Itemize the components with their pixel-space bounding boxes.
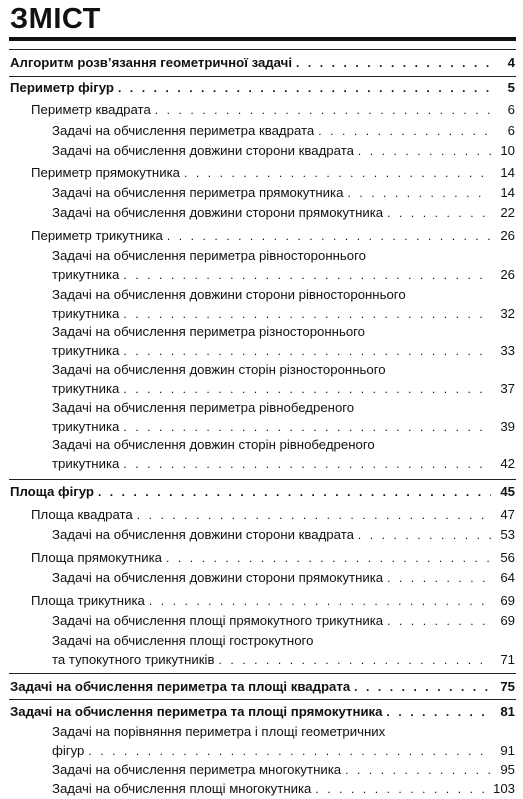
- toc-entry: [52, 525, 515, 544]
- dot-leader: [387, 569, 491, 588]
- toc-entry: [52, 246, 515, 284]
- toc-page-number: 37: [500, 381, 515, 396]
- toc-entry-title: Задачі на обчислення довжини сторони квадрата: [52, 527, 354, 542]
- toc-entry-title: Задачі на обчислення периметра многокутника: [52, 762, 342, 777]
- dot-leader: [149, 592, 491, 611]
- toc-entry-title: Алгоритм розв’язання геометричної задачі: [10, 55, 292, 70]
- page-title: ЗМІСТ: [10, 3, 101, 35]
- toc-entry-title: Периметр фігур: [10, 80, 114, 95]
- toc-entry: [52, 779, 515, 798]
- toc-page-number: 14: [500, 165, 515, 180]
- toc-entry-title-line1: Задачі на обчислення периметра рівнобедреного: [52, 400, 355, 415]
- toc-entry: [52, 568, 515, 587]
- toc-entry: [52, 722, 515, 760]
- toc-entry: [10, 78, 515, 97]
- toc-page-number: 22: [500, 205, 515, 220]
- toc-entry-title: трикутника: [52, 419, 120, 434]
- toc-entry: [10, 677, 515, 696]
- section-divider: [9, 699, 516, 700]
- toc-entry: [52, 121, 515, 140]
- toc-entry-title: Задачі на обчислення довжини сторони прямокутника: [52, 570, 384, 585]
- toc-entry-title-line1: Задачі на порівняння периметра і площі геометричних: [52, 724, 386, 739]
- toc-entry: [31, 505, 515, 524]
- toc-page-number: 53: [500, 527, 515, 542]
- toc-entry: [52, 760, 515, 779]
- toc-page-number: 6: [507, 102, 515, 117]
- toc-entry-title-line1: Задачі на обчислення площі гострокутного: [52, 633, 314, 648]
- toc-entry: [52, 398, 515, 436]
- toc-entry-title: Задачі на обчислення площі многокутника: [52, 781, 312, 796]
- toc-entry-title-line1: Задачі на обчислення периметра різностороннього: [52, 324, 366, 339]
- dot-leader: [387, 204, 491, 223]
- toc-page-number: 26: [500, 267, 515, 282]
- dot-leader: [166, 549, 491, 568]
- dot-leader: [123, 342, 491, 361]
- toc-entry-title-line1: Задачі на обчислення довжини сторони рівностороннього: [52, 287, 406, 302]
- toc-page-number: 69: [500, 613, 515, 628]
- toc-entry: [31, 163, 515, 182]
- toc-entry: [52, 141, 515, 160]
- toc-page-number: 91: [500, 743, 515, 758]
- dot-leader: [184, 164, 491, 183]
- dot-leader: [98, 483, 491, 502]
- dot-leader: [358, 142, 491, 161]
- toc-page-number: 45: [500, 484, 515, 499]
- dot-leader: [118, 79, 491, 98]
- toc-page-number: 103: [492, 781, 515, 796]
- toc-entry-title: Задачі на обчислення периметра прямокутника: [52, 185, 344, 200]
- toc-page-number: 10: [500, 143, 515, 158]
- toc-entry-title: Задачі на обчислення периметра та площі прямокутника: [10, 704, 383, 719]
- toc-entry-title: Задачі на обчислення периметра квадрата: [52, 123, 315, 138]
- toc-entry: [10, 702, 515, 721]
- toc-page-number: 5: [507, 80, 515, 95]
- dot-leader: [218, 651, 491, 670]
- toc-entry: [52, 285, 515, 323]
- dot-leader: [167, 227, 491, 246]
- toc-page-number: 33: [500, 343, 515, 358]
- dot-leader: [345, 761, 491, 780]
- toc-entry-title-line1: Задачі на обчислення довжин сторін рівнобедреного: [52, 437, 375, 452]
- toc-page-number: 14: [500, 185, 515, 200]
- toc-page-number: 6: [507, 123, 515, 138]
- toc-page-number: 4: [507, 55, 515, 70]
- toc-entry: [52, 360, 515, 398]
- section-divider: [9, 49, 516, 50]
- toc-page-number: 56: [500, 550, 515, 565]
- toc-entry-title: Периметр квадрата: [31, 102, 151, 117]
- toc-page-number: 69: [500, 593, 515, 608]
- dot-leader: [347, 184, 491, 203]
- toc-entry-title: Периметр трикутника: [31, 228, 163, 243]
- toc-entry: [52, 435, 515, 473]
- toc-page-number: 39: [500, 419, 515, 434]
- toc-entry: [52, 183, 515, 202]
- title-underline: [9, 37, 516, 41]
- dot-leader: [318, 122, 491, 141]
- toc-entry: [52, 322, 515, 360]
- dot-leader: [123, 266, 491, 285]
- toc-page-number: 71: [500, 652, 515, 667]
- toc-entry-title: трикутника: [52, 306, 120, 321]
- toc-page-number: 42: [500, 456, 515, 471]
- dot-leader: [88, 742, 491, 761]
- toc-entry-title-line1: Задачі на обчислення довжин сторін різностороннього: [52, 362, 386, 377]
- toc-entry: [31, 226, 515, 245]
- toc-entry-title: та тупокутного трикутників: [52, 652, 215, 667]
- toc-entry: [31, 100, 515, 119]
- dot-leader: [137, 506, 491, 525]
- toc-entry-title: трикутника: [52, 456, 120, 471]
- toc-entry-title: Периметр прямокутника: [31, 165, 180, 180]
- toc-entry-title: трикутника: [52, 381, 120, 396]
- toc-entry: [52, 611, 515, 630]
- toc-entry-title: Площа квадрата: [31, 507, 133, 522]
- toc-entry-title: Задачі на обчислення площі прямокутного трикутника: [52, 613, 384, 628]
- section-divider: [9, 479, 516, 480]
- toc-page-number: 64: [500, 570, 515, 585]
- dot-leader: [387, 612, 491, 631]
- toc-entry: [31, 548, 515, 567]
- dot-leader: [155, 101, 491, 120]
- toc-entry: [52, 203, 515, 222]
- dot-leader: [386, 703, 491, 722]
- toc-entry-title: Площа прямокутника: [31, 550, 162, 565]
- dot-leader: [123, 380, 491, 399]
- dot-leader: [354, 678, 491, 697]
- dot-leader: [123, 455, 491, 474]
- toc-entry: [52, 631, 515, 669]
- toc-page-number: 47: [500, 507, 515, 522]
- toc-page-number: 26: [500, 228, 515, 243]
- toc-entry-title: Задачі на обчислення довжини сторони прямокутника: [52, 205, 384, 220]
- toc-entry-title: Задачі на обчислення довжини сторони квадрата: [52, 143, 354, 158]
- toc-page-number: 81: [500, 704, 515, 719]
- toc-page-number: 75: [500, 679, 515, 694]
- toc-page-number: 95: [500, 762, 515, 777]
- dot-leader: [296, 54, 491, 73]
- toc-entry-title: трикутника: [52, 343, 120, 358]
- toc-entry-title: Площа трикутника: [31, 593, 145, 608]
- toc-entry-title: фігур: [52, 743, 85, 758]
- section-divider: [9, 673, 516, 674]
- toc-entry-title: Задачі на обчислення периметра та площі квадрата: [10, 679, 351, 694]
- toc-entry-title: трикутника: [52, 267, 120, 282]
- section-divider: [9, 76, 516, 77]
- toc-entry: [10, 53, 515, 72]
- toc-entry-title-line1: Задачі на обчислення периметра рівностороннього: [52, 248, 366, 263]
- toc-entry-title: Площа фігур: [10, 484, 94, 499]
- toc-page-number: 32: [500, 306, 515, 321]
- dot-leader: [358, 526, 491, 545]
- dot-leader: [315, 780, 487, 799]
- toc-entry: [31, 591, 515, 610]
- toc-entry: [10, 482, 515, 501]
